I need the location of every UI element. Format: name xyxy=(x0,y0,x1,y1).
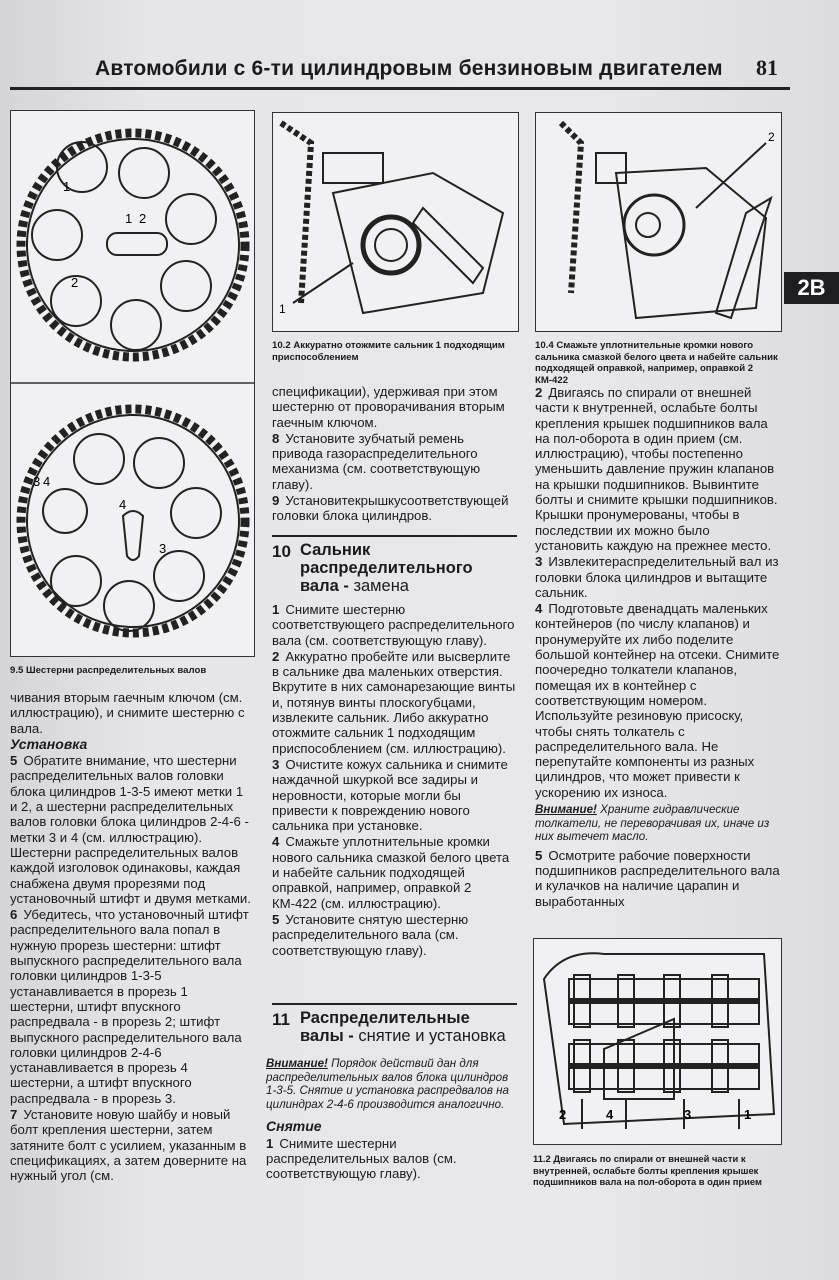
paragraph: чивания вторым гаечным ключом (см. иллюстрацию), и снимите шестерню с вала. xyxy=(10,690,245,736)
column-2 xyxy=(272,384,517,525)
callout-label: 2 xyxy=(768,130,775,144)
step: 8 Установите зубчатый ремень привода газораспределительного механизма (см. соответствующую главу). xyxy=(272,430,481,492)
gear-label: 2 xyxy=(139,211,147,226)
figure-10-2 xyxy=(272,112,519,332)
step: 4 Подготовьте двенадцать маленьких контейнеров (по числу клапанов) и пронумеруйте их либо поделите большой контейнер на отсеки. Снимите поочередно толкатели клапанов, помещая их в контейнер с соответствующим номером. Используйте резиновую присоску, чтобы снять толкатель с распределительного вала. Не перепутайте компоненты из разных цилиндров, что может привести к ускорению их износа. xyxy=(535,601,780,800)
paragraph: спецификации), удерживая при этом шестерню от проворачивания вторым гаечным ключом. xyxy=(272,384,505,430)
step: 1 Снимите шестерни распределительных валов (см. соответствующую главу). xyxy=(266,1135,457,1182)
page-number: 81 xyxy=(756,55,778,80)
warning-note: Внимание! Порядок действий дан для распределительных валов блока цилиндров 1-3-5. Снятие и установка распредвалов на цилиндрах 2-4-6 производится аналогично. xyxy=(266,1057,509,1111)
callout-label: 4 xyxy=(606,1107,614,1122)
camshaft-bearing-caps-drawing xyxy=(534,939,781,1144)
step: 9 Установитекрышкусоответствующей головки блока цилиндров. xyxy=(272,493,509,524)
figure-10-4 xyxy=(535,112,782,332)
camshaft-gears-drawing xyxy=(11,111,254,656)
gear-label: 2 xyxy=(71,275,79,290)
subheading: Установка xyxy=(10,735,88,752)
section-11-heading xyxy=(272,1003,517,1051)
step: 3 Извлекитераспределительный вал из головки блока цилиндров и вытащите сальник. xyxy=(535,554,779,600)
gear-label: 1 xyxy=(125,211,133,226)
running-header xyxy=(10,55,790,90)
section-title: Сальник распределительного вала - замена xyxy=(300,541,473,595)
column-3 xyxy=(535,385,780,910)
gear-label: 3 xyxy=(33,474,41,489)
seal-removal-drawing xyxy=(273,113,518,331)
caption-9-5: 9.5 Шестерни распределительных валов xyxy=(10,665,207,676)
header-title: Автомобили с 6-ти цилиндровым бензиновым двигателем xyxy=(95,57,723,80)
gear-label: 1 xyxy=(63,179,71,194)
step: 5 Установите снятую шестерню распределительного вала (см. соответствующую главу). xyxy=(272,911,469,958)
caption-11-2: 11.2 Двигаясь по спирали от внешней части к внутренней, ослабьте болты крепления крышек подшипников вала на пол-оборота в один прием xyxy=(533,1153,762,1187)
figure-9-5 xyxy=(10,110,255,657)
section-number: 10 xyxy=(272,542,291,561)
step: 2 Аккуратно пробейте или высверлите в сальнике два маленьких отверстия. Вкрутите в них самонарезающие винты и, потянув винты плоскогубцами, извлеките сальник. Либо аккуратно отожмите сальник 1 подходящим приспособлением (см. иллюстрацию). xyxy=(272,648,516,756)
callout-label: 1 xyxy=(279,302,286,316)
section-number: 11 xyxy=(272,1010,290,1029)
step: 5 Обратите внимание, что шестерни распределительных валов головки блока цилиндров 1-3-5 имеют метки 1 и 2, а шестерни распределительных валов головки блока цилиндров 2-4-6 - метки 3 и 4 (см. иллюстрацию). Шестерни распределительных валов каждой изголовок одинаковы, каждая снабжена двумя прорезями под установочный штифт и двумя метками. xyxy=(10,753,251,906)
column-1 xyxy=(10,690,253,1185)
callout-label: 3 xyxy=(684,1107,692,1122)
caption-10-2: 10.2 Аккуратно отожмите сальник 1 подходящим приспособлением xyxy=(272,340,505,363)
step: 2 Двигаясь по спирали от внешней части к внутренней, ослабьте болты крепления крышек подшипников вала на пол-оборота в один прием (см. иллюстрацию), чтобы постепенно уменьшить давление пружин клапанов на крышки подшипников. Вывинтите болты и снимите крышки подшипников. Крышки пронумерованы, чтобы в последствии их можно было установить каждую на прежнее место. xyxy=(535,385,778,553)
gear-label: 3 xyxy=(159,541,167,556)
step: 5 Осмотрите рабочие поверхности подшипников распределительного вала и кулачков на наличие царапин и выработанных xyxy=(535,847,780,909)
step: 3 Очистите кожух сальника и снимите наждачной шкуркой все задиры и неровности, которые могли бы привести к повреждению нового сальника при установке. xyxy=(272,756,508,834)
chapter-tab: 2B xyxy=(784,272,839,304)
step: 7 Установите новую шайбу и новый болт крепления шестерни, затем затяните болт с усилием, указанным в спецификациях, а затем доверните на нужный угол (см. xyxy=(10,1107,247,1184)
column-2-section-10 xyxy=(272,602,517,959)
figure-11-2 xyxy=(533,938,782,1145)
step: 4 Смажьте уплотнительные кромки нового сальника смазкой белого цвета и набейте сальник подходящей оправкой, например, оправкой 2 КМ-422 (см. иллюстрацию). xyxy=(272,834,510,911)
callout-label: 1 xyxy=(744,1107,752,1122)
section-10-heading xyxy=(272,535,517,599)
subheading: Снятие xyxy=(266,1118,322,1135)
gear-label: 4 xyxy=(119,497,127,512)
caption-10-4: 10.4 Смажьте уплотнительные кромки нового сальника смазкой белого цвета и набейте сальник подходящей оправкой, например, оправкой 2 КМ-422 xyxy=(535,340,778,386)
column-2-section-11 xyxy=(266,1057,517,1183)
step: 1 Снимите шестерню соответствующего распределительного вала (см. соответствующую главу). xyxy=(272,602,515,648)
warning-note: Внимание! Храните гидравлические толкатели, не переворачивая их, иначе из них вытечет масло. xyxy=(535,803,770,844)
gear-label: 4 xyxy=(43,474,51,489)
section-title: Распределительные валы - снятие и установка xyxy=(300,1009,506,1045)
callout-label: 2 xyxy=(559,1107,567,1122)
seal-install-drawing xyxy=(536,113,781,331)
step: 6 Убедитесь, что установочный штифт распределительного вала попал в нужную прорезь шестерни: штифт выпускного распределительного вала головки цилиндров 1-3-5 устанавливается в прорезь 1 шестерни, штифт впускного распредвала - в прорезь 2; штифт выпускного распределительного вала головки цилиндров 2-4-6 устанавливается в прорезь 4 шестерни, а штифт впускного распредвала - в прорезь 3. xyxy=(10,907,249,1106)
